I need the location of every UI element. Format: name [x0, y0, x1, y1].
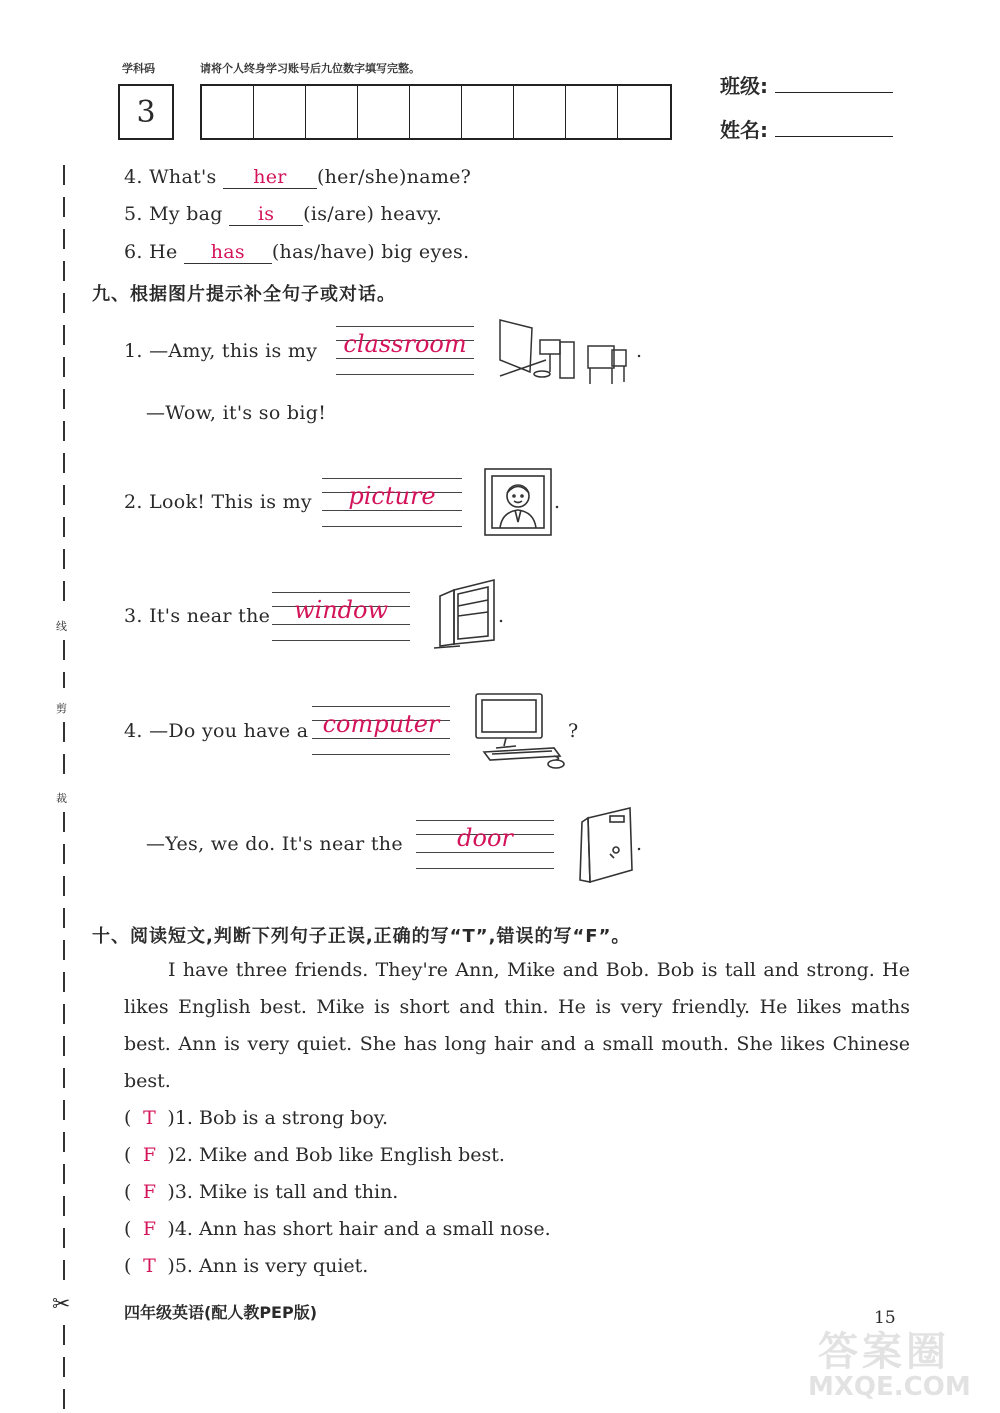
- book-title: 四年级英语(配人教PEP版): [124, 1303, 318, 1322]
- reading-passage: I have three friends. They're Ann, Mike and Bob. Bob is tall and strong. He likes English best. Mike is short and thin. He is very friendly. He likes maths best. Ann is very quiet. She has long hair and a small mouth. She likes Chinese best.: [124, 959, 910, 1092]
- tf-answer[interactable]: T: [143, 1255, 156, 1277]
- s9-item-4-answer: computer: [322, 710, 440, 738]
- subject-code-label: 学科码: [122, 62, 155, 75]
- tf-answer[interactable]: F: [142, 1218, 157, 1240]
- digit-box[interactable]: [410, 86, 462, 138]
- fill-item-5: 5. My bag is (is/are) heavy.: [124, 203, 443, 225]
- s9-item-1-answer: classroom: [343, 330, 467, 358]
- digit-box[interactable]: [618, 86, 670, 138]
- tf-question-5: ( T )5. Ann is very quiet.: [124, 1255, 369, 1277]
- answer-blank[interactable]: her: [223, 166, 317, 189]
- cut-line-top: [63, 165, 65, 605]
- tf-answer[interactable]: F: [142, 1181, 157, 1203]
- watermark-logo: 答案圈: [818, 1329, 950, 1375]
- cut-line-end: [63, 1325, 65, 1410]
- fill-item-4: 4. What's her (her/she)name?: [124, 166, 472, 188]
- s9-item-3-writing-lines[interactable]: [272, 592, 410, 640]
- margin-char-jian: 剪: [56, 702, 67, 715]
- s9-item-1-end: .: [636, 340, 643, 362]
- answer-blank[interactable]: has: [184, 241, 272, 264]
- scissors-icon: ✂: [52, 1292, 71, 1317]
- tf-question-4: ( F )4. Ann has short hair and a small nose.: [124, 1218, 551, 1240]
- s9-item-4-writing-lines[interactable]: [312, 706, 450, 754]
- tf-question-1: ( T )1. Bob is a strong boy.: [124, 1107, 389, 1129]
- digit-box[interactable]: [566, 86, 618, 138]
- door-icon: [572, 806, 642, 884]
- margin-char-cai: 裁: [56, 792, 67, 805]
- watermark-url: MXQE.COM: [808, 1372, 971, 1402]
- tf-answer[interactable]: F: [142, 1144, 157, 1166]
- digit-box[interactable]: [514, 86, 566, 138]
- s9-item-5-answer: door: [457, 824, 513, 852]
- digit-box[interactable]: [358, 86, 410, 138]
- account-hint: 请将个人终身学习账号后九位数字填写完整。: [200, 62, 420, 75]
- s9-item-3-answer: window: [293, 596, 389, 624]
- s9-item-5-writing-lines[interactable]: [416, 820, 554, 868]
- fill-item-6: 6. He has (has/have) big eyes.: [124, 241, 470, 263]
- s9-item-2-prompt: 2. Look! This is my: [124, 491, 312, 513]
- s9-item-2-writing-lines[interactable]: [322, 478, 462, 526]
- s9-item-2-answer: picture: [348, 482, 436, 510]
- page-number: 15: [874, 1308, 896, 1328]
- s9-item-1-reply: —Wow, it's so big!: [146, 402, 327, 424]
- cut-line-segment: [63, 722, 65, 782]
- computer-icon: [470, 690, 570, 770]
- picture-frame-icon: [482, 466, 554, 538]
- section-10-title: 十、阅读短文,判断下列句子正误,正确的写“T”,错误的写“F”。: [92, 926, 631, 947]
- name-field[interactable]: [720, 114, 893, 143]
- tf-question-2: ( F )2. Mike and Bob like English best.: [124, 1144, 505, 1166]
- s9-item-3-end: .: [498, 605, 505, 627]
- s9-item-4-prompt: 4. —Do you have a: [124, 720, 309, 742]
- subject-code-box: [118, 84, 174, 140]
- class-field[interactable]: [720, 70, 893, 99]
- class-label: 班级:: [720, 74, 768, 98]
- account-digit-boxes[interactable]: [200, 84, 672, 140]
- subject-code-value: 3: [136, 94, 156, 130]
- tf-answer[interactable]: T: [143, 1107, 156, 1129]
- classroom-picture-icon: [494, 316, 644, 388]
- cut-line-segment: [63, 640, 65, 688]
- s9-item-5-end: .: [636, 833, 643, 855]
- margin-char-xian: 线: [56, 620, 67, 633]
- s9-item-5-prompt: —Yes, we do. It's near the: [146, 833, 403, 855]
- name-label: 姓名:: [720, 118, 768, 142]
- cut-line-bottom: [63, 812, 65, 1287]
- answer-blank[interactable]: is: [229, 203, 303, 226]
- s9-item-4-end: ?: [568, 720, 579, 742]
- s9-item-3-prompt: 3. It's near the: [124, 605, 271, 627]
- digit-box[interactable]: [254, 86, 306, 138]
- digit-box[interactable]: [202, 86, 254, 138]
- s9-item-1-writing-lines[interactable]: [336, 326, 474, 374]
- digit-box[interactable]: [306, 86, 358, 138]
- s9-item-2-end: .: [554, 491, 561, 513]
- section-9-title: 九、根据图片提示补全句子或对话。: [92, 284, 396, 305]
- tf-question-3: ( F )3. Mike is tall and thin.: [124, 1181, 399, 1203]
- window-icon: [430, 576, 500, 650]
- s9-item-1-prompt: 1. —Amy, this is my: [124, 340, 318, 362]
- digit-box[interactable]: [462, 86, 514, 138]
